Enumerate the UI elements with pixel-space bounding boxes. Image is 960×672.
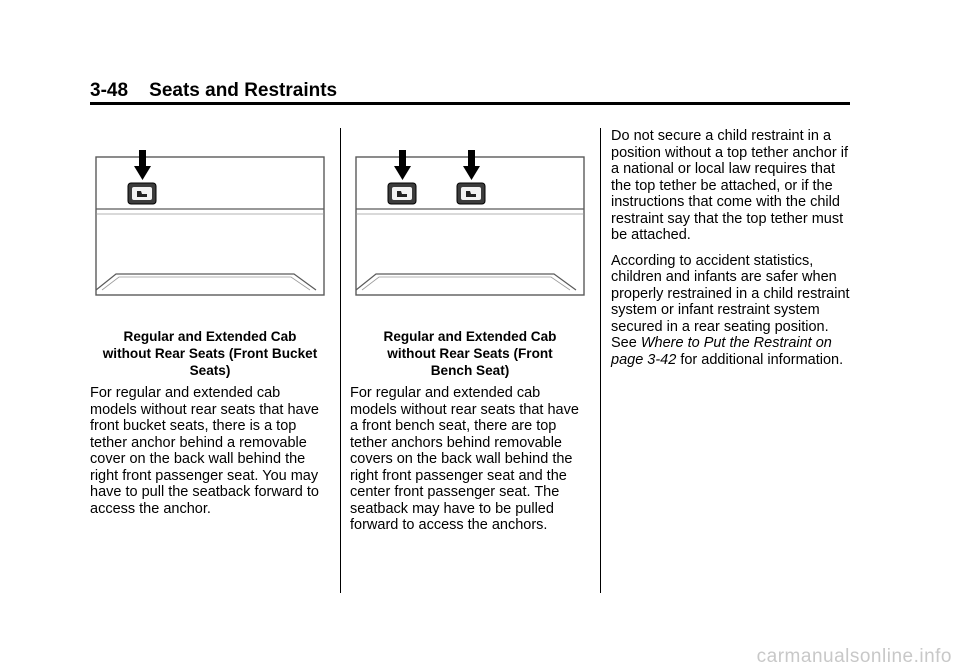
- figure-caption: [90, 328, 330, 379]
- tether-anchor-icon: [388, 183, 416, 204]
- header-rule: [90, 102, 850, 105]
- body-paragraph: For regular and extended cab models without rear seats that have front bucket seats, there is a top tether anchor behind a removable cover on the back wall behind the right front passenger seat. You may have to pull the seatback forward to access the anchor.: [90, 385, 319, 517]
- page-number: 3-48: [90, 80, 129, 101]
- watermark: carmanualsonline.info: [756, 646, 952, 667]
- tether-anchor-icon: [457, 183, 485, 204]
- paragraph-text: According to accident statistics, children and infants are safer when properly restrained in a child restraint system or infant restraint system secured in a rear seating position. See: [611, 252, 850, 351]
- column-1-text: [90, 385, 328, 526]
- column-divider: [340, 128, 341, 593]
- body-paragraph: [611, 253, 851, 369]
- caption-line: Regular and Extended Cab: [123, 329, 297, 344]
- column-3-text: [611, 128, 851, 377]
- caption-line: Seats): [189, 363, 231, 378]
- section-title: Seats and Restraints: [149, 80, 338, 101]
- column-2-text: [350, 385, 588, 543]
- column-divider: [600, 128, 601, 593]
- figure-bucket-seats: [94, 148, 326, 300]
- caption-line: Regular and Extended Cab: [383, 329, 557, 344]
- tether-anchor-icon: [128, 183, 156, 204]
- figure-bench-seat: [354, 148, 586, 300]
- caption-line: without Rear Seats (Front Bucket: [102, 346, 318, 361]
- body-paragraph: For regular and extended cab models without rear seats that have a front bench seat, there are top tether anchors behind removable covers on the back wall behind the right front passenger seat and the center front passenger seat. The seatback may have to be pulled forward to access the anchors.: [350, 385, 579, 533]
- figure-caption: [350, 328, 590, 379]
- caption-line: Bench Seat): [430, 363, 510, 378]
- cross-reference-link[interactable]: Where to Put the Restraint on page 3-42: [611, 335, 832, 368]
- paragraph-text: for additional information.: [676, 351, 844, 368]
- body-paragraph: Do not secure a child restraint in a position without a top tether anchor if a national or local law requires that the top tether be attached, or if the instructions that come with the child restraint say that the top tether must be attached.: [611, 128, 848, 243]
- caption-line: without Rear Seats (Front: [387, 346, 553, 361]
- page-header: [90, 80, 337, 102]
